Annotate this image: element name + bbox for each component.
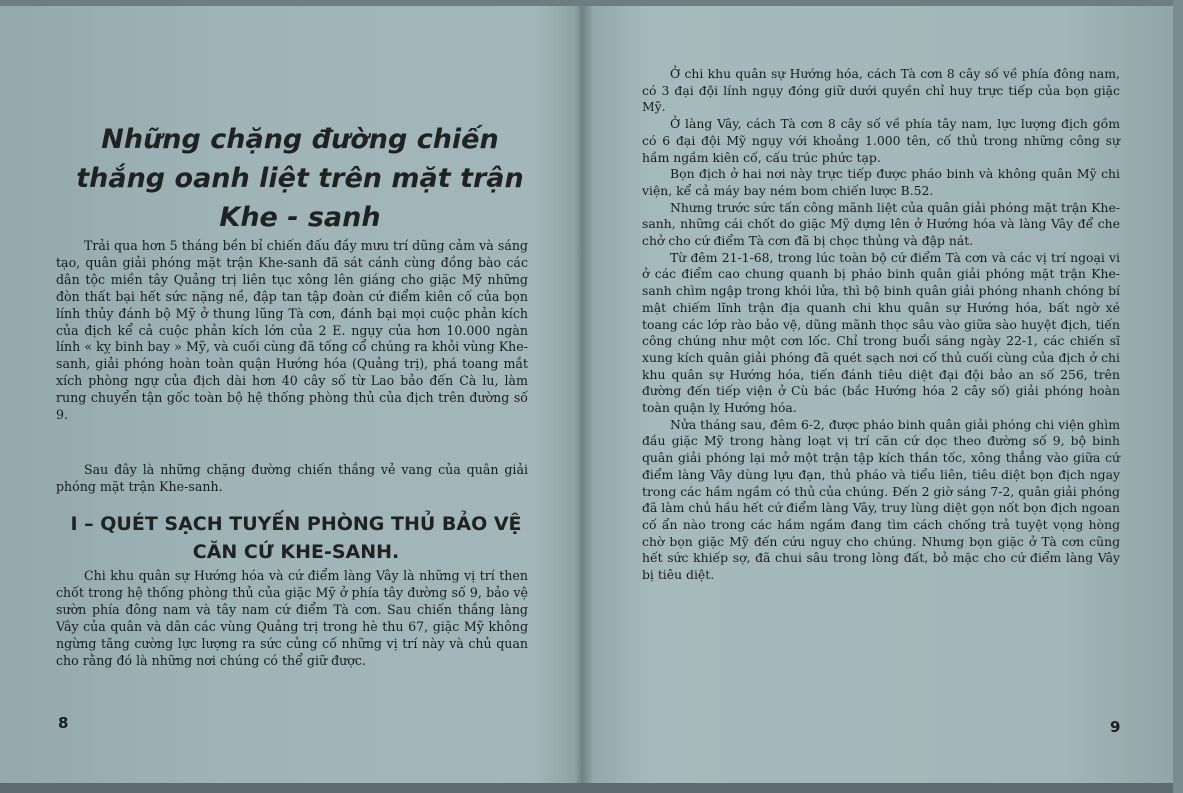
chapter-title: Những chặng đường chiến thắng oanh liệt trên mặt trận Khe - sanh: [76, 124, 524, 233]
paragraph: Bọn địch ở hai nơi này trực tiếp được pháo binh và không quân Mỹ chi viện, kể cả máy bay ném bom chiến lược B.52.: [642, 166, 1120, 198]
intro-paragraph: Sau đây là những chặng đường chiến thắng vẻ vang của quân giải phóng mặt trận Khe-sanh.: [56, 462, 528, 494]
section-paragraph: Chi khu quân sự Hướng hóa và cứ điểm làng Vây là những vị trí then chốt trong hệ thống phòng thủ của giặc Mỹ ở phía tây đường số 9, bảo vệ sườn phía đông nam và tây nam cứ điểm Tà cơn. Sau chiến thắng làng Vây của quân và dân các vùng Quảng trị trong hè thu 67, giặc Mỹ không ngừng tăng cường lực lượng ra sức củng cố những vị trí này và chủ quan cho rằng đó là những nơi chúng có thể giữ được.: [56, 568, 528, 668]
paragraph: Ở làng Vây, cách Tà cơn 8 cây số về phía tây nam, lực lượng địch gồm có 6 đại đội Mỹ ngụy với khoảng 1.000 tên, cố thủ trong những công sự hầm ngầm kiên cố, cấu trúc phức tạp.: [642, 116, 1120, 165]
section-heading: I – QUÉT SẠCH TUYẾN PHÒNG THỦ BẢO VỆ CĂN CỨ KHE-SANH.: [70, 513, 522, 563]
paragraph: Nửa tháng sau, đêm 6-2, được pháo binh quân giải phóng chi viện ghìm đầu giặc Mỹ trong hàng loạt vị trí căn cứ dọc theo đường số 9, bộ binh quân giải phóng lại mở một trận tập kích thần tốc, xông thẳng vào giữa cứ điểm làng Vây dùng lựu đạn, thủ pháo và tiểu liên, tiêu diệt bọn địch ngay trong các hầm ngầm có thủ của chúng. Đến 2 giờ sáng 7-2, quân giải phóng đã làm chủ hầu hết cứ điểm làng Vây, truy lùng diệt gọn nốt bọn địch ngoan cố ẩn nào trong các hầm ngầm đang tìm cách chống trả tuyệt vọng hòng chờ bọn giặc Mỹ đến cứu nguy cho chúng. Nhưng bọn giặc ở Tà cơn cũng hết sức khiếp sợ, đã chui sâu trong lòng đất, bỏ mặc cho cứ điểm làng Vây bị tiêu diệt.: [642, 416, 1120, 583]
page-number: 8: [58, 714, 69, 732]
paragraph: Nhưng trước sức tấn công mãnh liệt của quân giải phóng mặt trận Khe-sanh, những cái chốt do giặc Mỹ dựng lên ở Hướng hóa và làng Vây để che chở cho cứ điểm Tà cơn đã bị chọc thủng và đập nát.: [642, 199, 1120, 249]
intro-text: [56, 238, 528, 424]
page-number: 9: [1110, 718, 1121, 736]
left-page: [0, 0, 580, 793]
right-page: [592, 0, 1172, 793]
paragraph: Ở chi khu quân sự Hướng hóa, cách Tà cơn 8 cây số về phía đông nam, có 3 đại đội lính ngụy đóng giữ dưới quyền chỉ huy trực tiếp của bọn giặc Mỹ.: [642, 66, 1120, 115]
intro-paragraph: Trải qua hơn 5 tháng bền bỉ chiến đấu đầy mưu trí dũng cảm và sáng tạo, quân giải phóng mặt trận Khe-sanh đã sát cánh cùng đồng bào các dân tộc miền tây Quảng trị liên tục xông lên giáng cho giặc Mỹ những đòn thất bại hết sức nặng nề, đập tan tập đoàn cứ điểm kiên cố của bọn lính thủy đánh bộ Mỹ ở thung lũng Tà cơn, đánh bại mọi cuộc phản kích của địch kể cả cuộc phản kích lớn của 2 E. ngụy của hơn 10.000 ngàn lính « kỵ binh bay » Mỹ, và cuối cùng đã tống cổ chúng ra khỏi vùng Khe-sanh, giải phóng hoàn toàn quận Hướng hóa (Quảng trị), phá toang mắt xích phòng ngự của địch dài hơn 40 cây số từ Lao bảo đến Cà lu, làm rung chuyển tận gốc toàn bộ hệ thống phòng thủ của địch trên đường số 9.: [56, 238, 528, 423]
intro-text-2: [56, 462, 528, 496]
scan-edge-right: [1173, 0, 1183, 793]
paragraph: Từ đêm 21-1-68, trong lúc toàn bộ cứ điểm Tà cơn và các vị trí ngoại vi ở các điểm cao chung quanh bị pháo binh quân giải phóng mặt trận Khe-sanh chìm ngập trong khói lửa, thì bộ binh quân giải phóng nhanh chóng bí mật chiếm lĩnh trận địa quanh chi khu quân sự Hướng hóa, bất ngờ xé toang các lớp rào bảo vệ, dũng mãnh thọc sâu vào giữa sào huyệt địch, tiến công chúng như một cơn lốc. Chỉ trong buổi sáng ngày 22-1, các chiến sĩ xung kích quân giải phóng đã quét sạch nơi cố thủ cuối cùng của địch ở chi khu quân sự Hướng hóa, tiến đánh tiêu diệt đại đội bảo an số 256, trên đường đến tiếp viện ở Cù bác (bắc Hướng hóa 2 cây số) giải phóng hoàn toàn quận lỵ Hướng hóa.: [642, 249, 1120, 416]
section-text: [56, 568, 528, 669]
right-page-text: [642, 66, 1120, 584]
